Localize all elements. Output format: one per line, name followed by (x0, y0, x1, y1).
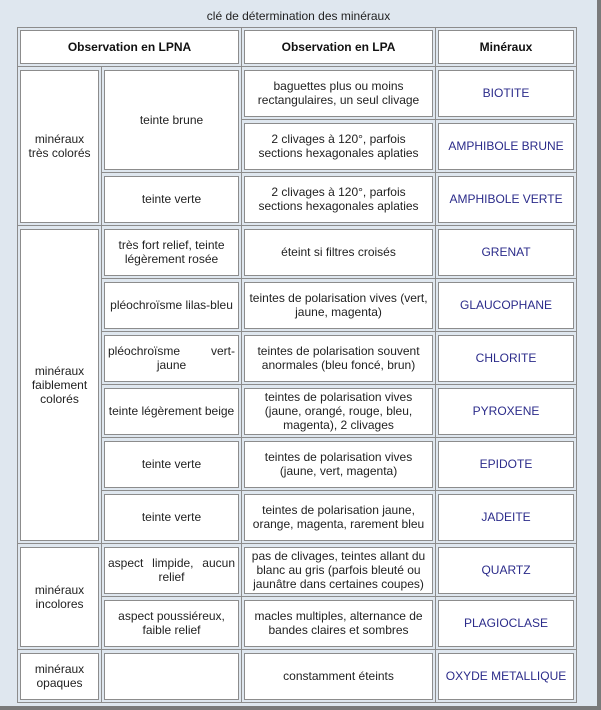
table-row (18, 438, 577, 491)
lpa-cell: baguettes plus ou moins rectangulaires, un seul clivage (242, 67, 436, 120)
header-row (18, 28, 577, 67)
lpna-cell: teinte verte (102, 491, 242, 544)
group-label: minéraux très colorés (18, 67, 102, 226)
lpa-cell: 2 clivages à 120°, parfois sections hexagonales aplaties (242, 173, 436, 226)
lpna-cell (102, 650, 242, 703)
lpa-cell: teintes de polarisation vives (jaune, vert, magenta) (242, 438, 436, 491)
mineral-cell: CHLORITE (436, 332, 577, 385)
group-label: minéraux opaques (18, 650, 102, 703)
lpna-cell: pléochroïsme vert-jaune (102, 332, 242, 385)
lpa-cell: macles multiples, alternance de bandes claires et sombres (242, 597, 436, 650)
table-row (18, 226, 577, 279)
table-row (18, 385, 577, 438)
lpa-cell: teintes de polarisation jaune, orange, magenta, rarement bleu (242, 491, 436, 544)
lpa-cell: constamment éteints (242, 650, 436, 703)
lpa-cell: teintes de polarisation vives (vert, jaune, magenta) (242, 279, 436, 332)
table-row (18, 173, 577, 226)
mineral-cell: EPIDOTE (436, 438, 577, 491)
mineral-key-table (17, 27, 577, 703)
lpa-cell: teintes de polarisation vives (jaune, orangé, rouge, bleu, magenta), 2 clivages (242, 385, 436, 438)
lpa-cell: pas de clivages, teintes allant du blanc au gris (parfois bleuté ou jaunâtre dans certaines coupes) (242, 544, 436, 597)
table-row (18, 650, 577, 703)
table-row (18, 597, 577, 650)
lpna-cell: très fort relief, teinte légèrement rosée (102, 226, 242, 279)
mineral-cell: AMPHIBOLE BRUNE (436, 120, 577, 173)
table-row (18, 491, 577, 544)
mineral-cell: PYROXENE (436, 385, 577, 438)
mineral-cell: AMPHIBOLE VERTE (436, 173, 577, 226)
group-label: minéraux incolores (18, 544, 102, 650)
lpna-cell: aspect poussiéreux, faible relief (102, 597, 242, 650)
mineral-cell: QUARTZ (436, 544, 577, 597)
mineral-cell: GRENAT (436, 226, 577, 279)
header-minerals: Minéraux (436, 28, 577, 67)
lpa-cell: 2 clivages à 120°, parfois sections hexagonales aplaties (242, 120, 436, 173)
mineral-cell: OXYDE METALLIQUE (436, 650, 577, 703)
table-row (18, 279, 577, 332)
mineral-cell: GLAUCOPHANE (436, 279, 577, 332)
lpna-cell: teinte verte (102, 438, 242, 491)
mineral-cell: PLAGIOCLASE (436, 597, 577, 650)
lpna-cell: teinte légèrement beige (102, 385, 242, 438)
lpna-cell: teinte verte (102, 173, 242, 226)
lpna-cell: pléochroïsme lilas-bleu (102, 279, 242, 332)
table-row (18, 67, 577, 120)
header-lpna: Observation en LPNA (18, 28, 242, 67)
lpa-cell: éteint si filtres croisés (242, 226, 436, 279)
lpna-cell: aspect limpide, aucun relief (102, 544, 242, 597)
lpa-cell: teintes de polarisation souvent anormales (bleu foncé, brun) (242, 332, 436, 385)
mineral-cell: JADEITE (436, 491, 577, 544)
group-label: minéraux faiblement colorés (18, 226, 102, 544)
mineral-cell: BIOTITE (436, 67, 577, 120)
lpna-cell: teinte brune (102, 67, 242, 173)
table-row (18, 332, 577, 385)
header-lpa: Observation en LPA (242, 28, 436, 67)
table-caption: clé de détermination des minéraux (206, 9, 391, 23)
table-row (18, 544, 577, 597)
